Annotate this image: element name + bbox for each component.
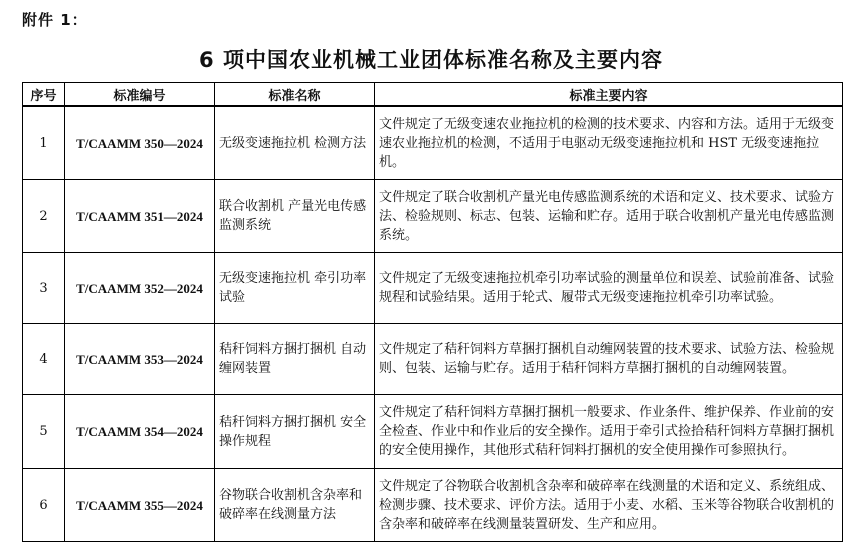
serial-number: 1: [23, 106, 65, 180]
table-row: [23, 253, 843, 324]
standard-name: 无级变速拖拉机 牵引功率试验: [215, 253, 375, 324]
header-serial-number: 序号: [23, 83, 65, 107]
standard-code: T/CAAMM 355—2024: [65, 469, 215, 542]
standard-name: 无级变速拖拉机 检测方法: [215, 106, 375, 180]
header-standard-name: 标准名称: [215, 83, 375, 107]
serial-number: 4: [23, 324, 65, 395]
table-row: [23, 324, 843, 395]
standard-name: 谷物联合收割机含杂率和破碎率在线测量方法: [215, 469, 375, 542]
attachment-label: 附件 1：: [22, 11, 88, 29]
header-standard-code: 标准编号: [65, 83, 215, 107]
header-main-content: 标准主要内容: [375, 83, 843, 107]
standard-code: T/CAAMM 352—2024: [65, 253, 215, 324]
table-row: [23, 395, 843, 469]
table-row: [23, 469, 843, 542]
standard-content: 文件规定了秸秆饲料方草捆打捆机自动缠网装置的技术要求、试验方法、检验规则、包装、运输与贮存。适用于秸秆饲料方草捆打捆机的自动缠网装置。: [375, 324, 843, 395]
standard-content: 文件规定了秸秆饲料方草捆打捆机一般要求、作业条件、维护保养、作业前的安全检查、作业中和作业后的安全操作。适用于牵引式捡拾秸秆饲料方草捆打捆机的安全使用操作，其他形式秸秆饲料打捆机的安全使用操作可参照执行。: [375, 395, 843, 469]
standard-code: T/CAAMM 351—2024: [65, 180, 215, 253]
standard-name: 秸秆饲料方捆打捆机 自动缠网装置: [215, 324, 375, 395]
standards-table: [22, 82, 843, 542]
standard-code: T/CAAMM 353—2024: [65, 324, 215, 395]
standard-content: 文件规定了无级变速拖拉机牵引功率试验的测量单位和误差、试验前准备、试验规程和试验结果。适用于轮式、履带式无级变速拖拉机牵引功率试验。: [375, 253, 843, 324]
standard-name: 秸秆饲料方捆打捆机 安全操作规程: [215, 395, 375, 469]
standard-content: 文件规定了无级变速农业拖拉机的检测的技术要求、内容和方法。适用于无级变速农业拖拉机的检测，不适用于电驱动无级变速拖拉机和 HST 无级变速拖拉机。: [375, 106, 843, 180]
standard-code: T/CAAMM 350—2024: [65, 106, 215, 180]
table-row: [23, 106, 843, 180]
standard-name: 联合收割机 产量光电传感监测系统: [215, 180, 375, 253]
table-header-row: [23, 83, 843, 107]
standard-code: T/CAAMM 354—2024: [65, 395, 215, 469]
serial-number: 5: [23, 395, 65, 469]
document-title: 6 项中国农业机械工业团体标准名称及主要内容: [199, 48, 663, 72]
serial-number: 3: [23, 253, 65, 324]
standard-content: 文件规定了联合收割机产量光电传感监测系统的术语和定义、技术要求、试验方法、检验规则、标志、包装、运输和贮存。适用于联合收割机产量光电传感监测系统。: [375, 180, 843, 253]
serial-number: 2: [23, 180, 65, 253]
table-row: [23, 180, 843, 253]
standard-content: 文件规定了谷物联合收割机含杂率和破碎率在线测量的术语和定义、系统组成、检测步骤、技术要求、评价方法。适用于小麦、水稻、玉米等谷物联合收割机的含杂率和破碎率在线测量装置研发、生产和应用。: [375, 469, 843, 542]
serial-number: 6: [23, 469, 65, 542]
